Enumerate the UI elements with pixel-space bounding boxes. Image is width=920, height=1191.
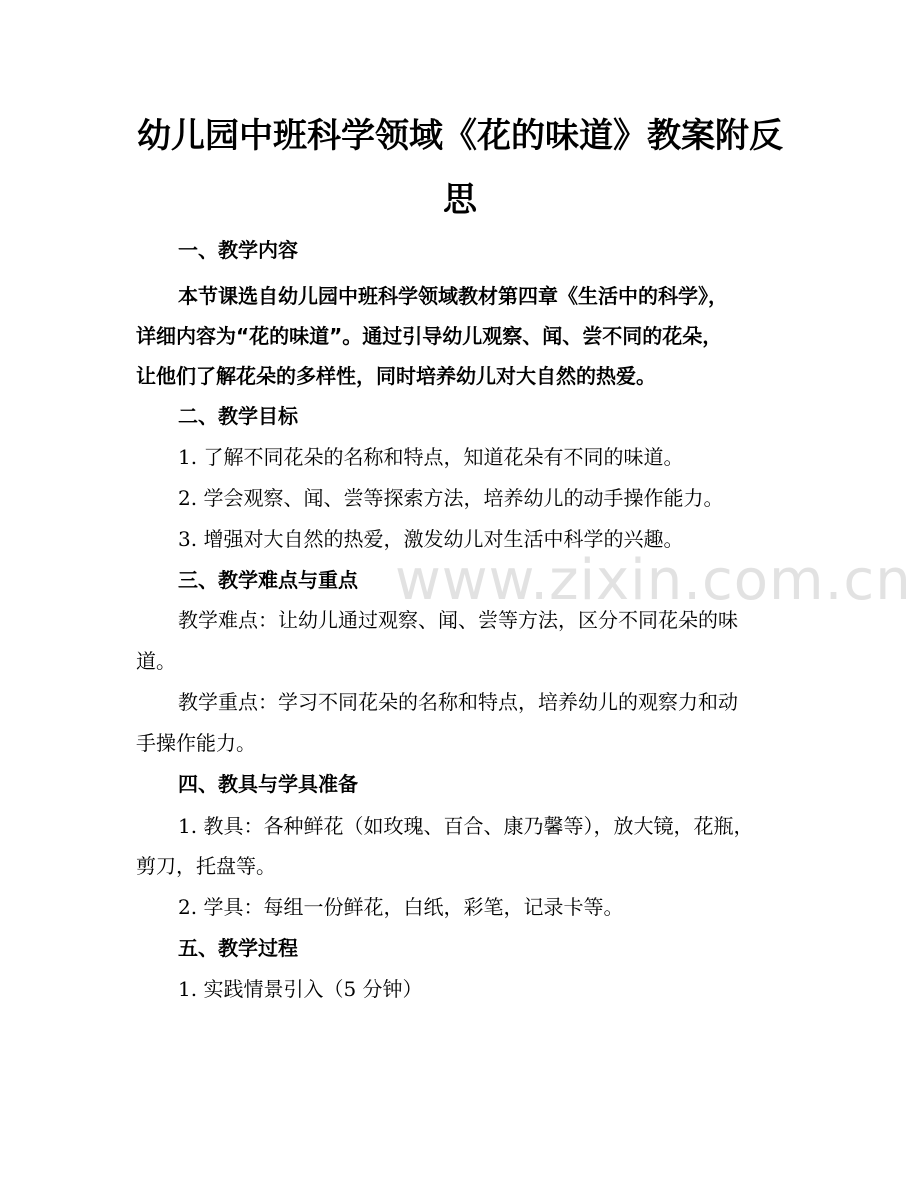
goal-item: 2. 学会观察、闻、尝等探索方法，培养幼儿的动手操作能力。 — [178, 486, 724, 510]
content-paragraph-line: 让他们了解花朵的多样性，同时培养幼儿对大自然的热爱。 — [136, 364, 656, 388]
content-paragraph-line: 详细内容为“花的味道”。通过引导幼儿观察、闻、尝不同的花朵， — [136, 324, 723, 348]
materials-line: 2. 学具：每组一份鲜花，白纸，彩笔，记录卡等。 — [178, 895, 624, 919]
materials-line: 剪刀，托盘等。 — [136, 854, 276, 878]
difficulty-line: 教学难点：让幼儿通过观察、闻、尝等方法，区分不同花朵的味 — [178, 608, 738, 632]
key-point-line: 手操作能力。 — [136, 731, 256, 755]
section-heading-process: 五、教学过程 — [178, 936, 298, 960]
document-title-line1: 幼儿园中班科学领域《花的味道》教案附反 — [137, 116, 783, 156]
materials-line: 1. 教具：各种鲜花（如玫瑰、百合、康乃馨等），放大镜，花瓶， — [178, 814, 754, 838]
watermark: www.zixin.com.cn — [395, 548, 912, 613]
content-paragraph-line: 本节课选自幼儿园中班科学领域教材第四章《生活中的科学》， — [178, 284, 728, 308]
key-point-line: 教学重点：学习不同花朵的名称和特点，培养幼儿的观察力和动 — [178, 690, 738, 714]
section-heading-goals: 二、教学目标 — [178, 404, 298, 428]
goal-item: 3. 增强对大自然的热爱，激发幼儿对生活中科学的兴趣。 — [178, 527, 684, 551]
section-heading-difficulty: 三、教学难点与重点 — [178, 568, 358, 592]
document-title-line2: 思 — [443, 180, 477, 220]
difficulty-line: 道。 — [136, 649, 176, 673]
goal-item: 1. 了解不同花朵的名称和特点，知道花朵有不同的味道。 — [178, 445, 684, 469]
section-heading-materials: 四、教具与学具准备 — [178, 772, 358, 796]
section-heading-content: 一、教学内容 — [178, 238, 298, 262]
process-item: 1. 实践情景引入（5 分钟） — [178, 977, 423, 1001]
